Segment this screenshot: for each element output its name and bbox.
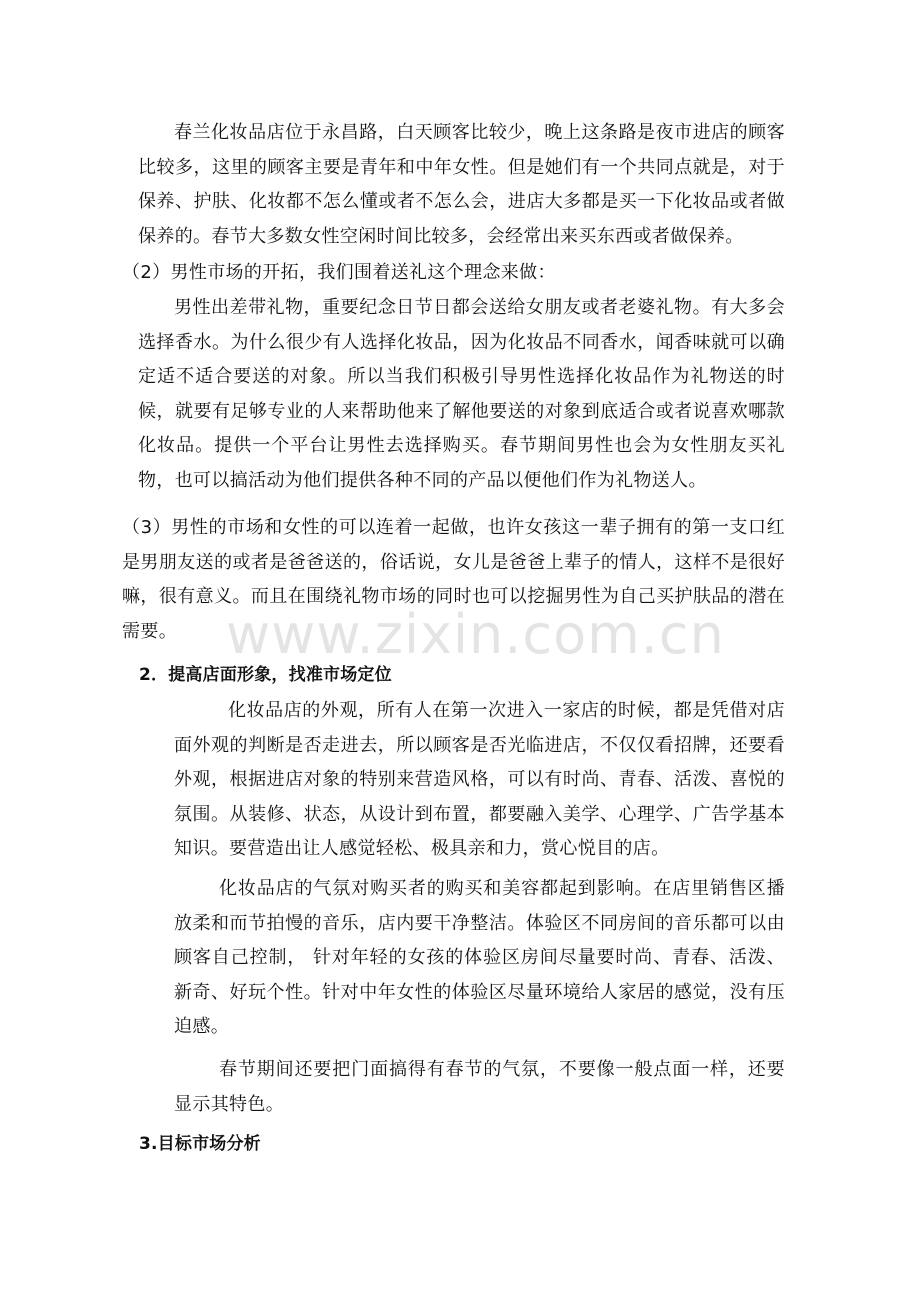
paragraph-target-customers: 春兰化妆品店位于永昌路，白天顾客比较少，晚上这条路是夜市进店的顾客比较多，这里的顾客主要是青年和中年女性。但是她们有一个共同点就是，对于保养、护肤、化妆都不怎么懂或者不怎么会，进店大多都是买一下化妆品或者做保养的。春节大多数女性空闲时间比较多，会经常出来买东西或者做保养。 — [138, 122, 785, 247]
paragraph-male-market-heading: （2）男性市场的开拓，我们围着送礼这个理念来做： — [122, 262, 556, 283]
paragraph-combined-market: （3）男性的市场和女性的可以连着一起做，也许女孩这一辈子拥有的第一支口红是男朋友送的或者是爸爸送的，俗话说，女儿是爸爸上辈子的情人，这样不是很好嘛，很有意义。而且在围绕礼物市场的同时也可以挖掘男性为自己买护肤品的潜在需要。 — [122, 517, 785, 642]
paragraph-spring-festival-decor: 春节期间还要把门面搞得有春节的气氛，不要像一般点面一样，还要显示其特色。 — [174, 1059, 785, 1115]
section-heading-store-image: 2．提高店面形象，找准市场定位 — [139, 665, 392, 685]
paragraph-male-gift-market: 男性出差带礼物，重要纪念日节日都会送给女朋友或者老婆礼物。有大多会选择香水。为什么很少有人选择化妆品，因为化妆品不同香水，闻香味就可以确定适不适合要送的对象。所以当我们积极引导男性选择化妆品作为礼物送的时候，就要有足够专业的人来帮助他来了解他要送的对象到底适合或者说喜欢哪款化妆品。提供一个平台让男性去选择购买。春节期间男性也会为女性朋友买礼物，也可以搞活动为他们提供各种不同的产品以便他们作为礼物送人。 — [138, 297, 785, 491]
paragraph-store-atmosphere: 化妆品店的气氛对购买者的购买和美容都起到影响。在店里销售区播放柔和而节拍慢的音乐，店内要干净整洁。体验区不同房间的音乐都可以由顾客自己控制， 针对年轻的女孩的体验区房间尽量要时尚、青春、活泼、新奇、好玩个性。针对中年女性的体验区尽量环境给人家居的感觉，没有压迫感。 — [174, 878, 785, 1037]
paragraph-store-exterior: 化妆品店的外观，所有人在第一次进入一家店的时候，都是凭借对店面外观的判断是否走进去，所以顾客是否光临进店，不仅仅看招牌，还要看外观，根据进店对象的特别来营造风格，可以有时尚、青春、活泼、喜悦的氛围。从装修、状态，从设计到布置，都要融入美学、心理学、广告学基本知识。要营造出让人感觉轻松、极具亲和力，赏心悦目的店。 — [174, 700, 785, 859]
section-heading-target-market: 3.目标市场分析 — [139, 1134, 261, 1154]
watermark-text: www.zixin.com.cn — [226, 603, 725, 666]
